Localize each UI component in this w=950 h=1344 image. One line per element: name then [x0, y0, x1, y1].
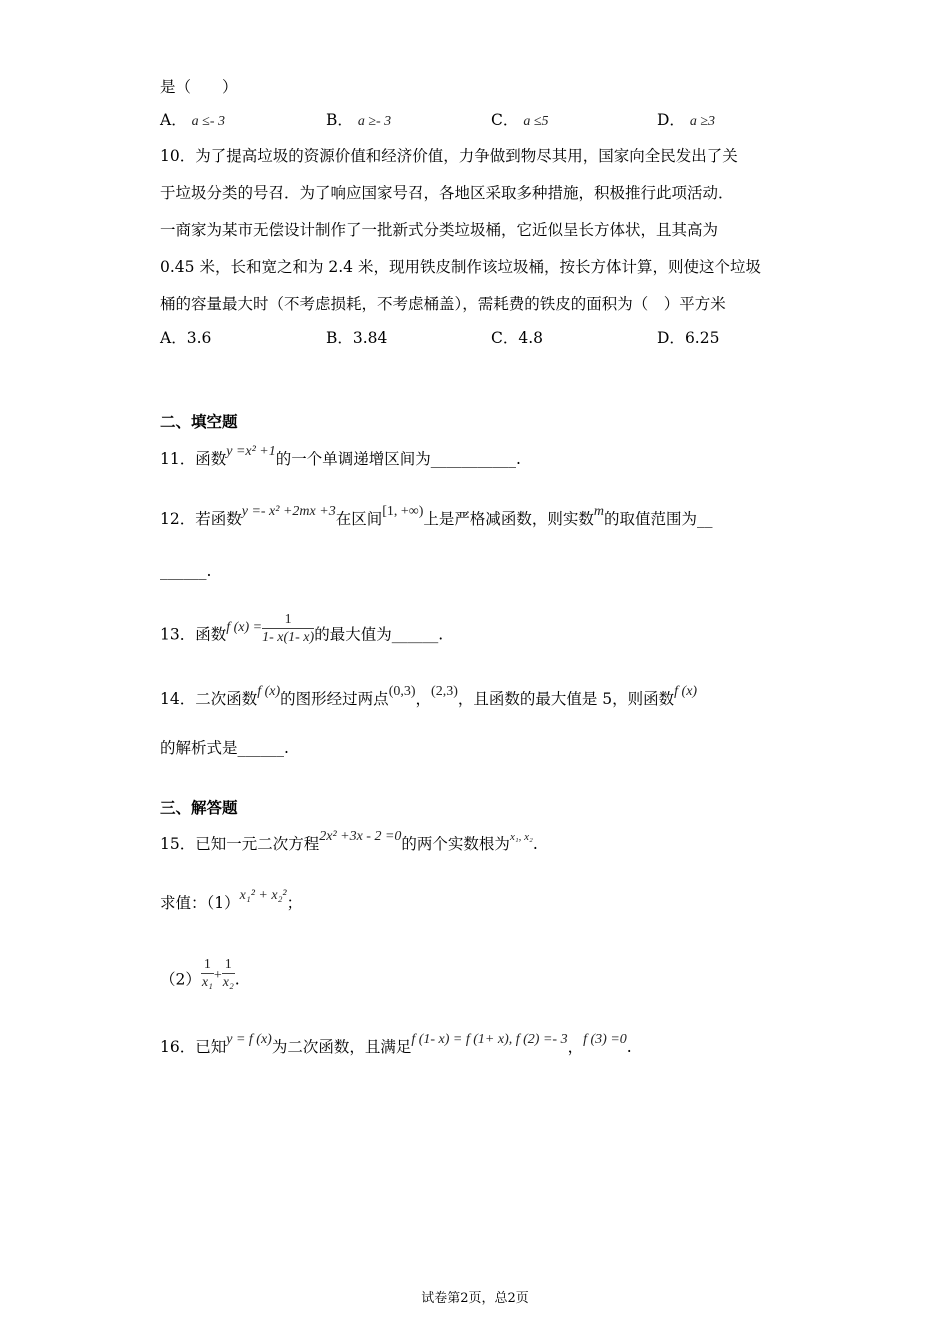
q12-line-2: ______. [160, 562, 212, 580]
q9-option-b: B． a ≥- 3 [326, 111, 392, 129]
q10-option-c: C．4.8 [491, 329, 544, 347]
page-footer: 试卷第2页，总2页 [421, 1291, 529, 1306]
q13: 13．函数f (x) = $\frac{1}{1- x(1- x)}$ 的最大值为______. [160, 612, 444, 645]
q10-line-5: 桶的容量最大时（不考虑损耗，不考虑桶盖），需耗费的铁皮的面积为（ ）平方米 [160, 295, 726, 313]
q11-formula: y =x² +1 [226, 444, 276, 459]
q15-equation: 2x² +3x - 2 =0 [319, 829, 402, 844]
q15-frac-1: $\frac{1}{\text{x₁}}$ [201, 957, 213, 990]
q10-option-d: D．6.25 [657, 329, 720, 347]
q9-option-c: C． a ≤5 [491, 111, 549, 129]
section-answer-title: 三、解答题 [160, 798, 238, 817]
q15-part-1: 求值：（1）x₁² + x₂²； [160, 888, 303, 912]
q10-line-3: 一商家为某市无偿设计制作了一批新式分类垃圾桶，它近似呈长方体状，且其高为 [160, 221, 719, 239]
q12: 12．若函数y =- x² +2mx +3在区间[1, +∞)上是严格减函数，则实数m的取值范围为__ [160, 504, 713, 528]
q9-option-d: D． a ≥3 [657, 111, 716, 129]
q10-line-4: 0.45 米，长和宽之和为 2.4 米，现用铁皮制作该垃圾桶，按长方体计算，则使这个垃圾 [160, 258, 761, 276]
q16: 16．已知y = f (x)为二次函数，且满足f (1- x) = f (1+ x), f (2) =- 3，f (3) =0. [160, 1032, 632, 1056]
q10-option-b: B．3.84 [326, 329, 388, 347]
q10-option-a: A．3.6 [160, 329, 212, 347]
q10-options [160, 328, 810, 350]
q15-frac-2: $\frac{1}{\text{x₂}}$ [222, 957, 234, 990]
section-fill-in-title: 二、填空题 [160, 412, 238, 431]
q11: 11．函数y =x² +1的一个单调递增区间为___________. [160, 444, 521, 468]
q14: 14．二次函数f (x)的图形经过两点(0,3)，(2,3)，且函数的最大值是 5，则函数f (x) [160, 684, 698, 708]
q12-interval: [1, +∞) [382, 504, 424, 519]
q15: 15．已知一元二次方程2x² +3x - 2 =0的两个实数根为$^{x_1, x_2}$. [160, 829, 538, 853]
q12-formula: y =- x² +2mx +3 [241, 504, 336, 519]
q10-line-1: 10．为了提高垃圾的资源价值和经济价值，力争做到物尽其用，国家向全民发出了关 [160, 147, 738, 165]
q14-line-2: 的解析式是______. [160, 739, 289, 757]
q9-options [160, 110, 810, 132]
q9-option-a: A． a ≤- 3 [160, 111, 225, 129]
q10-line-2: 于垃圾分类的号召．为了响应国家号召，各地区采取多种措施，积极推行此项活动． [160, 184, 734, 202]
q13-fraction: $\frac{1}{1- x(1- x)}$ [262, 612, 315, 645]
q9-tail: 是（ ） [160, 78, 238, 96]
q15-part-2: （2） $\frac{1}{\text{x₁}}$ + $\frac{1}{\text{x₂}}$ . [160, 957, 240, 990]
